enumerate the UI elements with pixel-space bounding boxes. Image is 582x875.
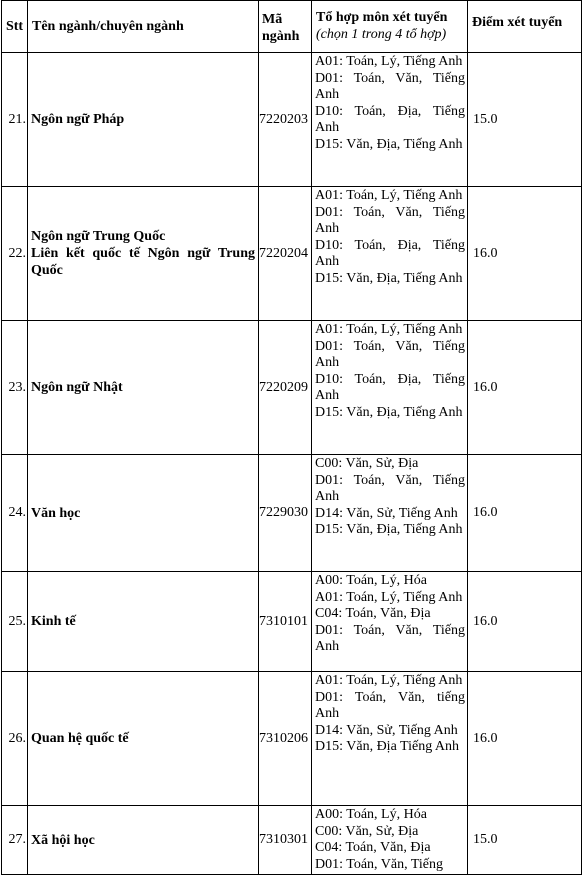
- row-major-name: [28, 806, 259, 875]
- admission-table: [1, 0, 582, 875]
- row-subject-combinations: [312, 53, 468, 187]
- row-admission-score: 16.0: [468, 187, 582, 321]
- subject-combination: D15: Văn, Địa, Tiếng Anh: [315, 136, 463, 152]
- subject-combination: D10: Toán, Địa, Tiếng Anh: [315, 371, 465, 404]
- major-name-line: Quan hệ quốc tế: [31, 731, 129, 746]
- row-major-code: 7220204: [259, 187, 312, 321]
- row-major-name: [28, 321, 259, 455]
- table-row: [2, 187, 582, 321]
- row-major-code: 7310301: [259, 806, 312, 875]
- subject-combination: C00: Văn, Sử, Địa: [315, 456, 419, 471]
- subject-combination: D15: Văn, Địa, Tiếng Anh: [315, 270, 463, 286]
- row-admission-score: 16.0: [468, 572, 582, 672]
- subject-combination: D01: Toán, Văn, tiếng Anh: [315, 689, 465, 722]
- header-stt: Stt: [2, 1, 28, 53]
- row-major-name: [28, 672, 259, 806]
- table-body: [2, 53, 582, 875]
- row-admission-score: 15.0: [468, 53, 582, 187]
- row-stt: 24.: [2, 455, 28, 572]
- subject-combination: A01: Toán, Lý, Tiếng Anh: [315, 54, 463, 69]
- major-name-line: Kinh tế: [31, 614, 76, 629]
- header-combination-note: (chọn 1 trong 4 tổ hợp): [316, 27, 447, 42]
- subject-combination: C04: Toán, Văn, Địa: [315, 840, 431, 856]
- subject-combination: D01: Toán, Văn, Tiếng: [315, 856, 444, 872]
- row-stt: 26.: [2, 672, 28, 806]
- subject-combination: D01: Toán, Văn, Tiếng Anh: [315, 70, 465, 103]
- subject-combination: D15: Văn, Địa Tiếng Anh: [315, 739, 460, 755]
- row-subject-combinations: [312, 321, 468, 455]
- table-row: [2, 672, 582, 806]
- header-subject-combination: [312, 1, 468, 53]
- header-major-name: Tên ngành/chuyên ngành: [28, 1, 259, 53]
- subject-combination: C04: Toán, Văn, Địa: [315, 606, 431, 622]
- subject-combination: A00: Toán, Lý, Hóa: [315, 573, 427, 588]
- header-admission-score: Điểm xét tuyển: [468, 1, 582, 53]
- row-major-name: [28, 53, 259, 187]
- row-major-code: 7220209: [259, 321, 312, 455]
- row-major-name: [28, 187, 259, 321]
- major-name-line: Ngôn ngữ Pháp: [31, 112, 125, 127]
- subject-combination: A01: Toán, Lý, Tiếng Anh: [315, 589, 463, 605]
- subject-combination: D10: Toán, Địa, Tiếng Anh: [315, 103, 465, 136]
- row-subject-combinations: [312, 672, 468, 806]
- row-major-code: 7229030: [259, 455, 312, 572]
- subject-combination: D01: Toán, Văn, Tiếng Anh: [315, 338, 465, 371]
- subject-combination: D14: Văn, Sử, Tiếng Anh: [315, 722, 458, 738]
- subject-combination: D15: Văn, Địa, Tiếng Anh: [315, 404, 463, 420]
- table-row: [2, 455, 582, 572]
- row-stt: 23.: [2, 321, 28, 455]
- row-admission-score: 15.0: [468, 806, 582, 875]
- subject-combination: C00: Văn, Sử, Địa: [315, 823, 419, 839]
- row-subject-combinations: [312, 806, 468, 875]
- row-major-code: 7220203: [259, 53, 312, 187]
- subject-combination: A00: Toán, Lý, Hóa: [315, 807, 427, 822]
- row-stt: 25.: [2, 572, 28, 672]
- subject-combination: A01: Toán, Lý, Tiếng Anh: [315, 673, 463, 688]
- header-major-code: Mã ngành: [259, 1, 312, 53]
- row-major-code: 7310206: [259, 672, 312, 806]
- subject-combination: A01: Toán, Lý, Tiếng Anh: [315, 322, 463, 337]
- row-stt: 21.: [2, 53, 28, 187]
- subject-combination: D01: Toán, Văn, Tiếng Anh: [315, 622, 465, 655]
- table-row: [2, 572, 582, 672]
- row-subject-combinations: [312, 455, 468, 572]
- major-name-line: Ngôn ngữ Trung Quốc: [31, 229, 166, 244]
- subject-combination: D01: Toán, Văn, Tiếng Anh: [315, 204, 465, 237]
- row-admission-score: 16.0: [468, 455, 582, 572]
- table-row: [2, 53, 582, 187]
- row-stt: 22.: [2, 187, 28, 321]
- major-name-line: Văn học: [31, 505, 81, 521]
- major-name-line: Liên kết quốc tế Ngôn ngữ Trung Quốc: [31, 246, 255, 278]
- row-major-name: [28, 455, 259, 572]
- subject-combination: D15: Văn, Địa, Tiếng Anh: [315, 522, 463, 538]
- header-combination-title: Tổ hợp môn xét tuyển: [316, 10, 448, 25]
- table-row: [2, 321, 582, 455]
- row-admission-score: 16.0: [468, 321, 582, 455]
- subject-combination: A01: Toán, Lý, Tiếng Anh: [315, 188, 463, 203]
- subject-combination: D01: Toán, Văn, Tiếng Anh: [315, 472, 465, 505]
- header-row: [2, 1, 582, 53]
- subject-combination: D14: Văn, Sử, Tiếng Anh: [315, 505, 458, 521]
- major-name-line: Xã hội học: [31, 832, 95, 848]
- row-admission-score: 16.0: [468, 672, 582, 806]
- row-major-name: [28, 572, 259, 672]
- row-stt: 27.: [2, 806, 28, 875]
- row-subject-combinations: [312, 572, 468, 672]
- row-subject-combinations: [312, 187, 468, 321]
- major-name-line: Ngôn ngữ Nhật: [31, 380, 123, 395]
- row-major-code: 7310101: [259, 572, 312, 672]
- table-row: [2, 806, 582, 875]
- subject-combination: D10: Toán, Địa, Tiếng Anh: [315, 237, 465, 270]
